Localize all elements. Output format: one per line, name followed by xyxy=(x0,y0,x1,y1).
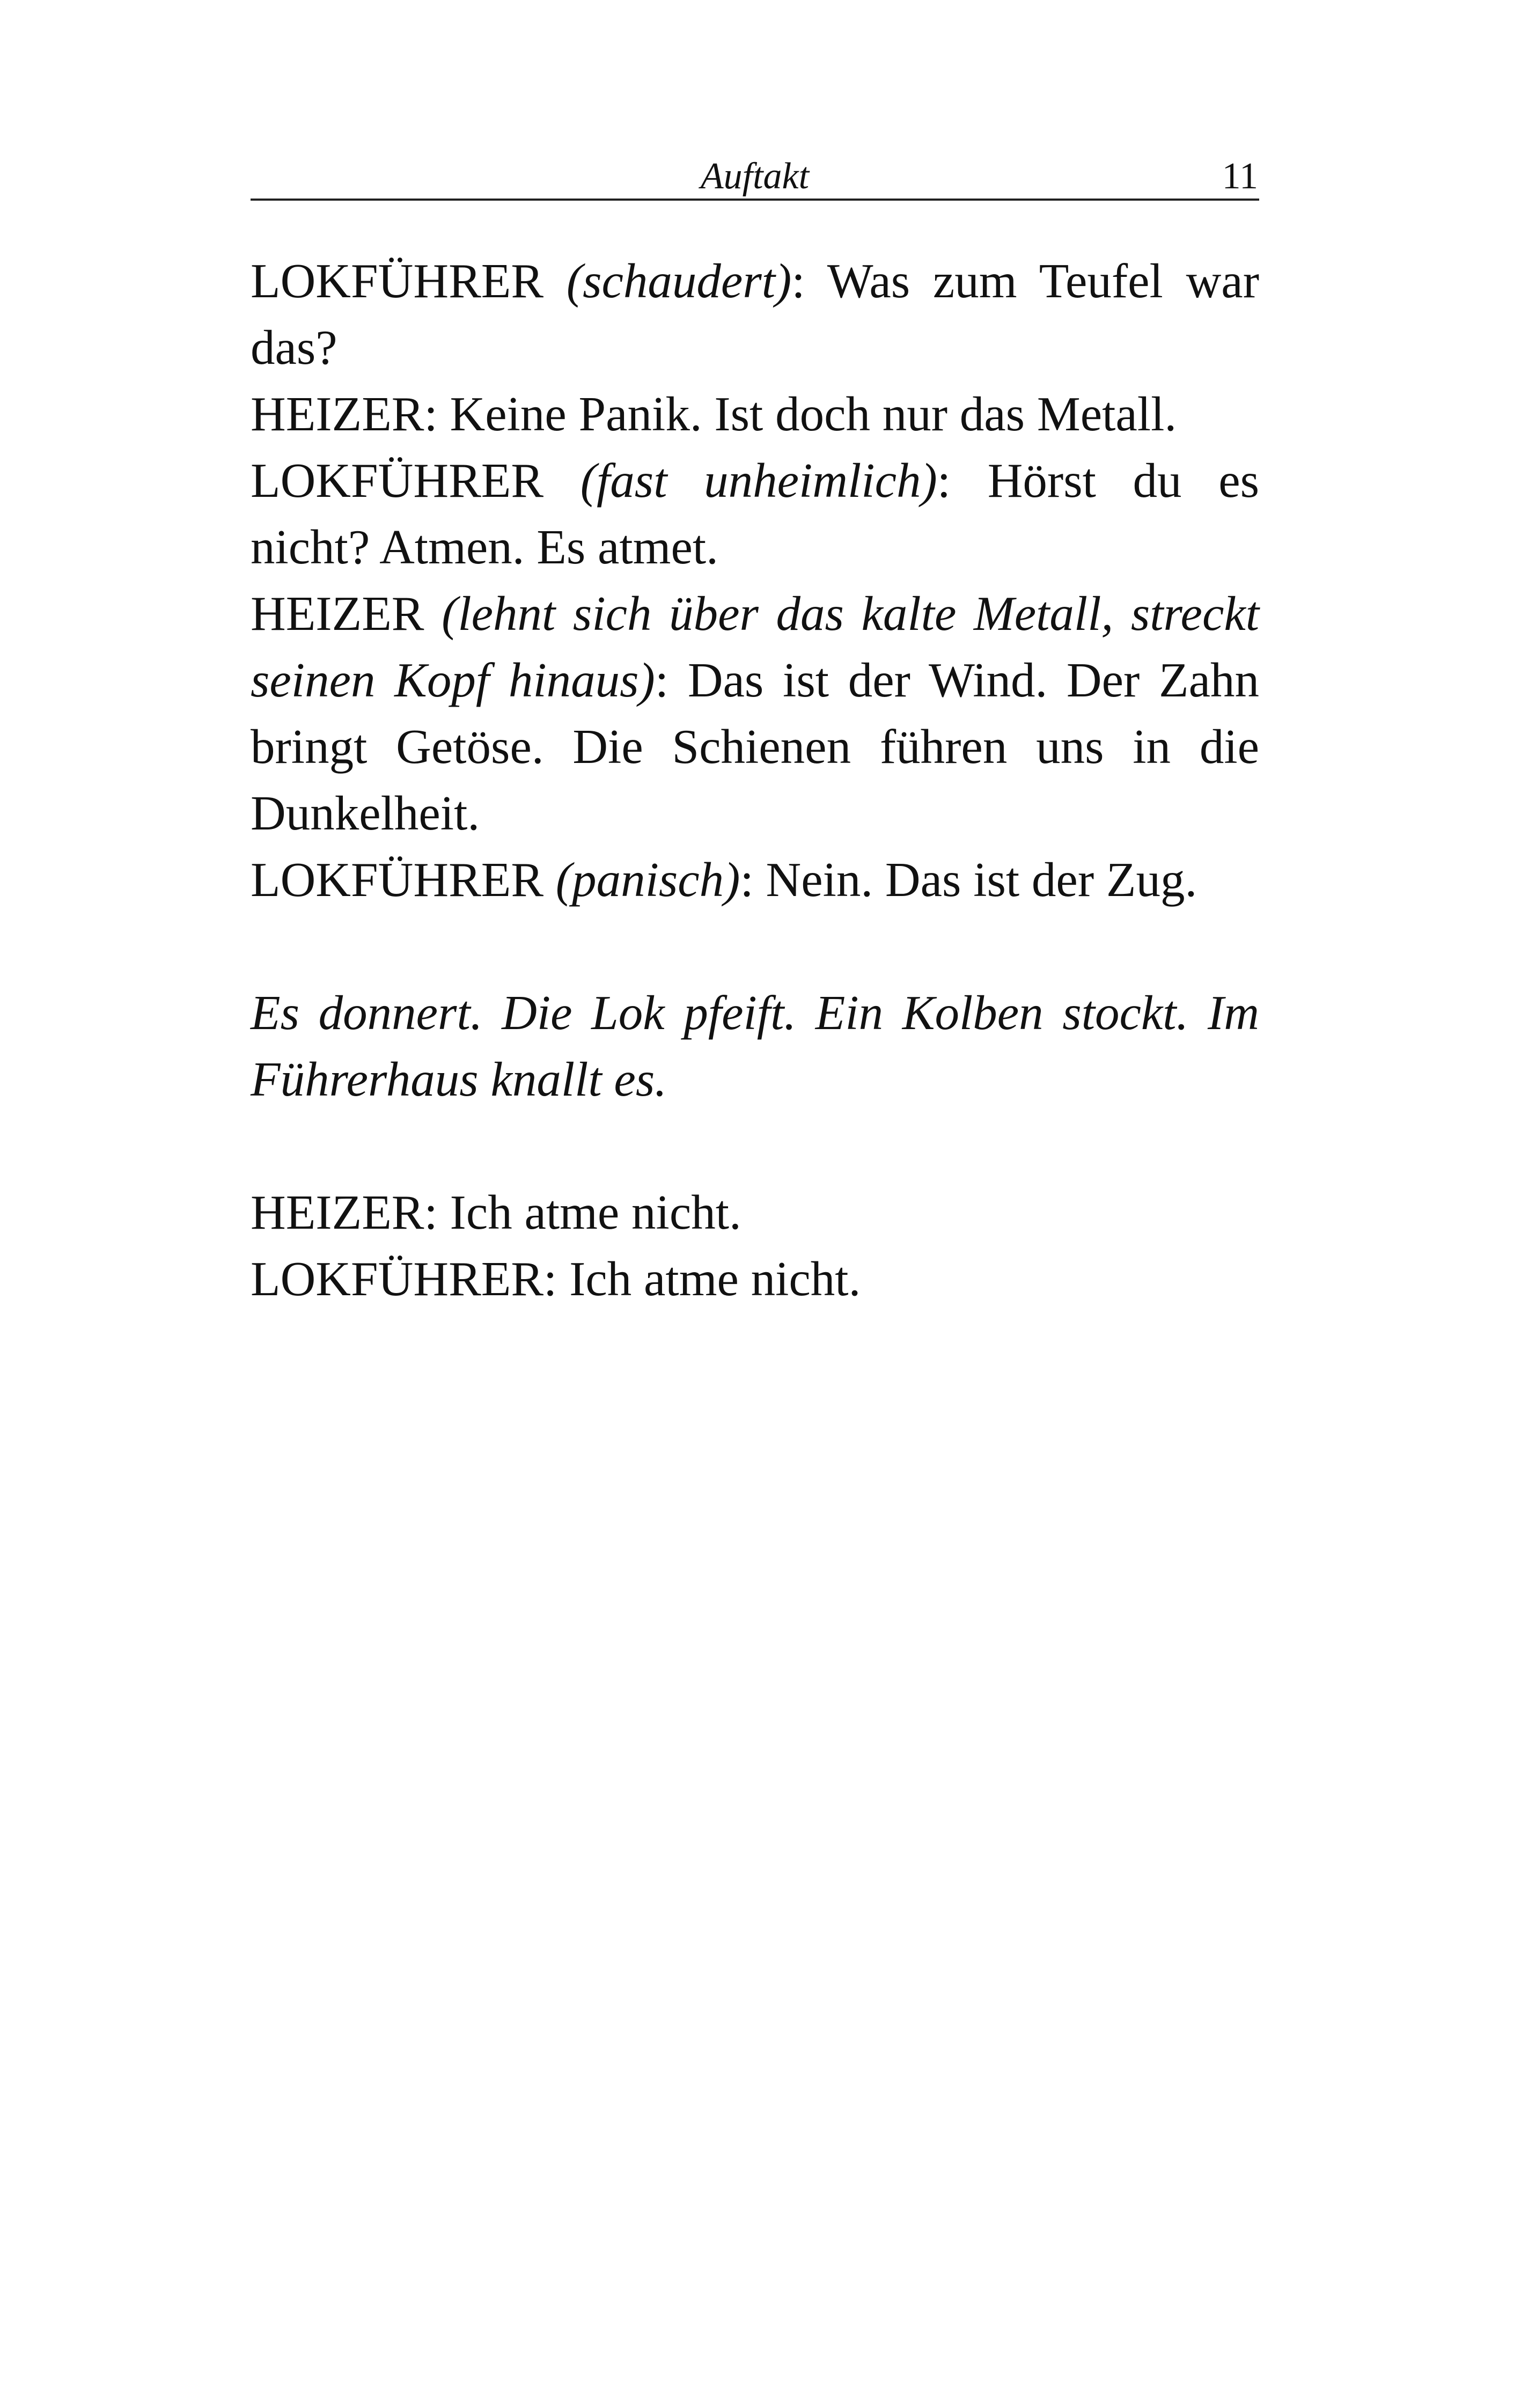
stage-direction-block: Es donnert. Die Lok pfeift. Ein Kolben stockt. Im Führerhaus knallt es. xyxy=(251,986,1259,1106)
stage-direction-inline: (panisch) xyxy=(555,853,740,907)
running-header xyxy=(251,156,1259,201)
dialogue-line xyxy=(251,381,1259,447)
spoken-text: : Nein. Das ist der Zug. xyxy=(740,853,1197,907)
dialogue-line xyxy=(251,447,1259,581)
speaker-name: LOKFÜHRER xyxy=(251,254,544,308)
spoken-text: : Keine Panik. Ist doch nur das Metall. xyxy=(424,387,1177,441)
stage-direction-inline: (fast unheimlich) xyxy=(580,453,937,508)
spoken-text: : Das ist der Wind. Der Zahn bringt Getöse. Die Schienen führen uns in die Dunkelheit. xyxy=(251,653,1259,840)
stage-direction-inline: (lehnt sich über das kalte Metall, streckt seinen Kopf hinaus) xyxy=(251,586,1260,707)
speaker-name: LOKFÜHRER xyxy=(251,1252,544,1306)
page-number: 11 xyxy=(1222,156,1258,197)
dialogue-line xyxy=(251,1246,1259,1312)
speaker-name: LOKFÜHRER xyxy=(251,853,544,907)
paragraph-gap xyxy=(251,1113,1259,1179)
speaker-name: HEIZER xyxy=(251,1185,424,1239)
stage-direction-inline: (schaudert) xyxy=(566,254,792,308)
dialogue-body xyxy=(251,248,1259,1312)
dialogue-line xyxy=(251,581,1259,847)
dialogue-line xyxy=(251,847,1259,913)
speaker-name: HEIZER xyxy=(251,586,424,641)
spoken-text: : Hörst du es nicht? Atmen. Es atmet. xyxy=(251,453,1259,574)
dialogue-line xyxy=(251,248,1259,381)
paragraph-gap xyxy=(251,913,1259,980)
speaker-name: HEIZER xyxy=(251,387,424,441)
spoken-text: : Was zum Teufel war das? xyxy=(251,254,1260,375)
spoken-text: : Ich atme nicht. xyxy=(543,1252,861,1306)
spoken-text: : Ich atme nicht. xyxy=(424,1185,741,1239)
dialogue-line xyxy=(251,1179,1259,1246)
chapter-title: Auftakt xyxy=(700,156,810,197)
speaker-name: LOKFÜHRER xyxy=(251,453,544,508)
